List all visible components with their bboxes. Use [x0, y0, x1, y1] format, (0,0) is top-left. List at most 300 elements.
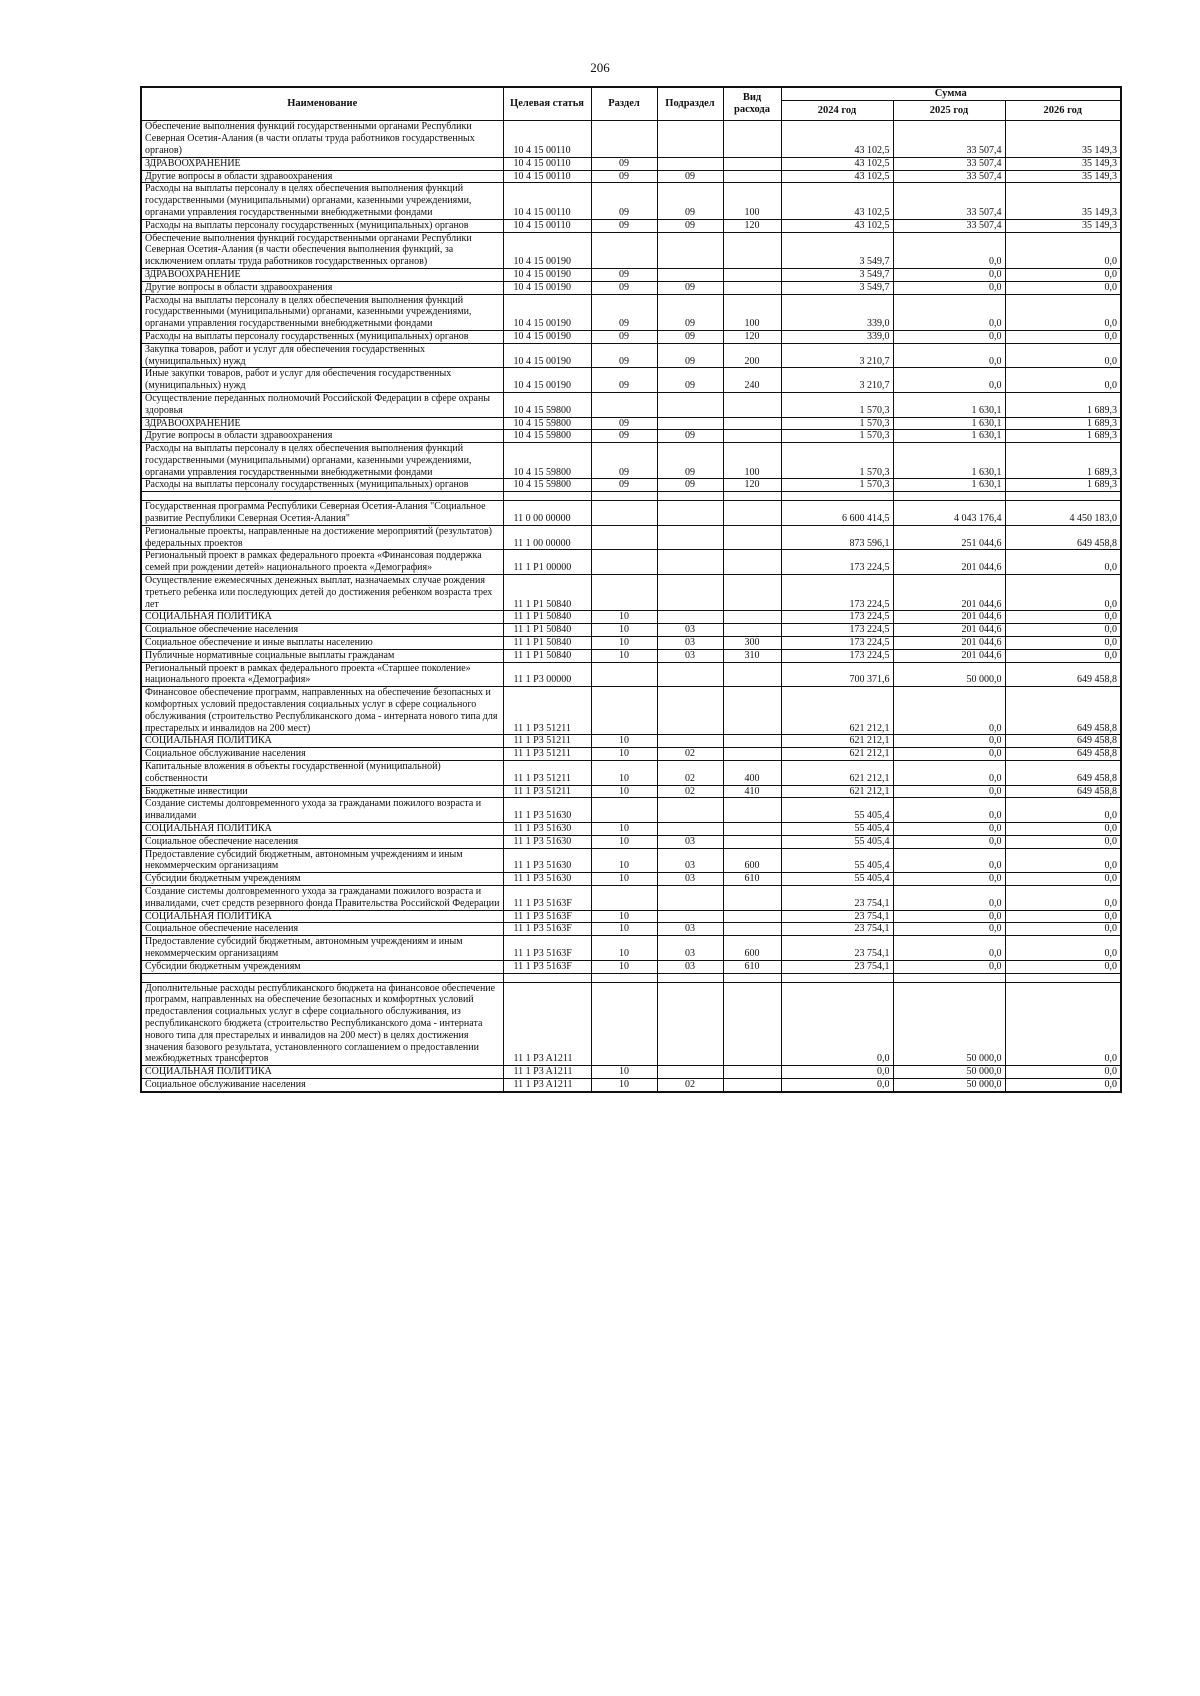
table-row — [141, 960, 1121, 973]
row-amount-2024: 173 224,5 — [781, 637, 893, 650]
row-name: Социальное обеспечение населения — [141, 923, 503, 936]
row-target-article: 10 4 15 00190 — [503, 368, 591, 393]
row-subsection — [657, 417, 723, 430]
row-subsection — [657, 735, 723, 748]
row-target-article: 11 1 P1 00000 — [503, 550, 591, 575]
row-section: 09 — [591, 294, 657, 330]
row-subsection: 09 — [657, 430, 723, 443]
row-subsection — [657, 910, 723, 923]
row-amount-2026: 0,0 — [1005, 923, 1121, 936]
row-amount-2025: 50 000,0 — [893, 1078, 1005, 1091]
header-name: Наименование — [141, 87, 503, 121]
row-amount-2026: 0,0 — [1005, 1078, 1121, 1091]
row-name: Бюджетные инвестиции — [141, 785, 503, 798]
row-name: Расходы на выплаты персоналу в целях обеспечения выполнения функций государственными (муниципальными) органами, казенными учреждениями, органами управления государственными внебюджетными фондами — [141, 183, 503, 219]
row-target-article: 11 1 P3 5163F — [503, 960, 591, 973]
table-row — [141, 430, 1121, 443]
row-expense-type — [723, 611, 781, 624]
header-year-2024: 2024 год — [781, 101, 893, 121]
table-row — [141, 368, 1121, 393]
row-amount-2025: 33 507,4 — [893, 157, 1005, 170]
row-amount-2024: 873 596,1 — [781, 525, 893, 550]
row-amount-2025: 1 630,1 — [893, 479, 1005, 492]
table-row — [141, 1066, 1121, 1079]
table-row — [141, 550, 1121, 575]
row-expense-type: 400 — [723, 761, 781, 786]
row-section: 10 — [591, 761, 657, 786]
row-subsection: 09 — [657, 281, 723, 294]
row-name: Обеспечение выполнения функций государственными органами Республики Северная Осетия-Алания (в части оплаты труда работников государственных органов) — [141, 121, 503, 157]
row-amount-2025: 0,0 — [893, 923, 1005, 936]
table-row — [141, 392, 1121, 417]
row-subsection: 09 — [657, 170, 723, 183]
row-amount-2024: 1 570,3 — [781, 443, 893, 479]
row-expense-type: 120 — [723, 330, 781, 343]
row-amount-2026: 0,0 — [1005, 343, 1121, 368]
table-row — [141, 835, 1121, 848]
row-expense-type — [723, 748, 781, 761]
row-subsection: 09 — [657, 183, 723, 219]
row-name: Региональные проекты, направленные на достижение мероприятий (результатов) федеральных проектов — [141, 525, 503, 550]
row-name: Субсидии бюджетным учреждениям — [141, 960, 503, 973]
row-amount-2025: 0,0 — [893, 343, 1005, 368]
row-expense-type — [723, 575, 781, 611]
row-subsection — [657, 575, 723, 611]
row-amount-2024: 621 212,1 — [781, 761, 893, 786]
row-section — [591, 798, 657, 823]
row-section: 10 — [591, 910, 657, 923]
table-row — [141, 662, 1121, 687]
row-amount-2025: 50 000,0 — [893, 662, 1005, 687]
row-target-article: 10 4 15 00190 — [503, 232, 591, 268]
row-name: Предоставление субсидий бюджетным, автономным учреждениям и иным некоммерческим организациям — [141, 936, 503, 961]
spacer-cell — [723, 492, 781, 501]
row-expense-type — [723, 430, 781, 443]
row-name: Социальное обеспечение населения — [141, 835, 503, 848]
row-amount-2026: 0,0 — [1005, 330, 1121, 343]
row-amount-2024: 43 102,5 — [781, 157, 893, 170]
row-section: 09 — [591, 368, 657, 393]
row-subsection: 02 — [657, 748, 723, 761]
table-row — [141, 121, 1121, 157]
table-row — [141, 170, 1121, 183]
table-row — [141, 1078, 1121, 1091]
row-name: Государственная программа Республики Северная Осетия-Алания "Социальное развитие Республики Северная Осетия-Алания" — [141, 501, 503, 526]
row-amount-2026: 0,0 — [1005, 281, 1121, 294]
row-section: 10 — [591, 960, 657, 973]
row-amount-2025: 201 044,6 — [893, 611, 1005, 624]
row-amount-2024: 43 102,5 — [781, 121, 893, 157]
row-subsection: 09 — [657, 479, 723, 492]
row-section: 10 — [591, 649, 657, 662]
row-expense-type — [723, 501, 781, 526]
row-target-article: 11 1 P3 A1211 — [503, 982, 591, 1066]
row-amount-2026: 0,0 — [1005, 368, 1121, 393]
row-section: 10 — [591, 848, 657, 873]
row-target-article: 10 4 15 59800 — [503, 443, 591, 479]
row-target-article: 11 1 P1 50840 — [503, 575, 591, 611]
row-amount-2025: 0,0 — [893, 232, 1005, 268]
row-amount-2026: 0,0 — [1005, 1066, 1121, 1079]
row-expense-type — [723, 417, 781, 430]
row-amount-2025: 0,0 — [893, 281, 1005, 294]
row-section — [591, 550, 657, 575]
row-amount-2024: 621 212,1 — [781, 785, 893, 798]
row-amount-2024: 43 102,5 — [781, 170, 893, 183]
row-amount-2024: 3 210,7 — [781, 343, 893, 368]
row-section — [591, 662, 657, 687]
row-target-article: 11 1 P3 00000 — [503, 662, 591, 687]
row-name: Предоставление субсидий бюджетным, автономным учреждениям и иным некоммерческим организациям — [141, 848, 503, 873]
row-amount-2026: 1 689,3 — [1005, 392, 1121, 417]
row-target-article: 11 1 P1 50840 — [503, 611, 591, 624]
row-amount-2024: 23 754,1 — [781, 923, 893, 936]
row-amount-2024: 1 570,3 — [781, 392, 893, 417]
row-subsection — [657, 687, 723, 735]
row-amount-2024: 23 754,1 — [781, 960, 893, 973]
row-subsection — [657, 823, 723, 836]
spacer-cell — [1005, 973, 1121, 982]
table-row — [141, 785, 1121, 798]
row-target-article: 11 1 P3 51211 — [503, 687, 591, 735]
row-amount-2025: 0,0 — [893, 960, 1005, 973]
row-name: Расходы на выплаты персоналу государственных (муниципальных) органов — [141, 330, 503, 343]
row-section: 09 — [591, 219, 657, 232]
table-body — [141, 121, 1121, 1092]
row-amount-2026: 35 149,3 — [1005, 219, 1121, 232]
row-section — [591, 121, 657, 157]
row-subsection — [657, 392, 723, 417]
row-section: 09 — [591, 170, 657, 183]
row-expense-type — [723, 798, 781, 823]
spacer-cell — [591, 492, 657, 501]
row-subsection: 03 — [657, 960, 723, 973]
row-amount-2025: 0,0 — [893, 798, 1005, 823]
row-amount-2025: 1 630,1 — [893, 430, 1005, 443]
row-expense-type: 100 — [723, 294, 781, 330]
row-amount-2024: 621 212,1 — [781, 748, 893, 761]
row-name: Иные закупки товаров, работ и услуг для обеспечения государственных (муниципальных) нужд — [141, 368, 503, 393]
spacer-cell — [1005, 492, 1121, 501]
row-name: Расходы на выплаты персоналу в целях обеспечения выполнения функций государственными (муниципальными) органами, казенными учреждениями, органами управления государственными внебюджетными фондами — [141, 294, 503, 330]
spacer-cell — [503, 492, 591, 501]
spacer-cell — [781, 973, 893, 982]
row-target-article: 10 4 15 00110 — [503, 170, 591, 183]
row-amount-2025: 0,0 — [893, 835, 1005, 848]
row-amount-2025: 0,0 — [893, 368, 1005, 393]
spacer-cell — [657, 973, 723, 982]
row-amount-2026: 1 689,3 — [1005, 417, 1121, 430]
row-section — [591, 525, 657, 550]
row-expense-type — [723, 923, 781, 936]
row-amount-2024: 173 224,5 — [781, 550, 893, 575]
row-target-article: 10 4 15 00110 — [503, 157, 591, 170]
row-subsection: 02 — [657, 1078, 723, 1091]
row-expense-type — [723, 1066, 781, 1079]
row-expense-type — [723, 232, 781, 268]
row-subsection: 03 — [657, 649, 723, 662]
row-expense-type: 200 — [723, 343, 781, 368]
row-name: СОЦИАЛЬНАЯ ПОЛИТИКА — [141, 735, 503, 748]
row-expense-type: 410 — [723, 785, 781, 798]
row-target-article: 11 1 P3 5163F — [503, 923, 591, 936]
spacer-cell — [781, 492, 893, 501]
row-section: 10 — [591, 637, 657, 650]
row-amount-2024: 23 754,1 — [781, 885, 893, 910]
row-amount-2026: 35 149,3 — [1005, 170, 1121, 183]
row-subsection: 03 — [657, 835, 723, 848]
row-amount-2025: 33 507,4 — [893, 219, 1005, 232]
row-target-article: 10 4 15 59800 — [503, 392, 591, 417]
table-row — [141, 637, 1121, 650]
row-section: 09 — [591, 183, 657, 219]
row-amount-2026: 0,0 — [1005, 982, 1121, 1066]
table-row — [141, 443, 1121, 479]
row-amount-2026: 0,0 — [1005, 885, 1121, 910]
row-amount-2026: 0,0 — [1005, 649, 1121, 662]
row-section: 10 — [591, 624, 657, 637]
row-amount-2026: 0,0 — [1005, 624, 1121, 637]
row-name: Социальное обеспечение населения — [141, 624, 503, 637]
row-target-article: 11 1 P3 51211 — [503, 735, 591, 748]
row-expense-type: 240 — [723, 368, 781, 393]
row-name: Расходы на выплаты персоналу в целях обеспечения выполнения функций государственными (муниципальными) органами, казенными учреждениями, органами управления государственными внебюджетными фондами — [141, 443, 503, 479]
row-section: 10 — [591, 1066, 657, 1079]
row-amount-2024: 0,0 — [781, 982, 893, 1066]
row-amount-2025: 0,0 — [893, 748, 1005, 761]
table-row — [141, 873, 1121, 886]
row-amount-2026: 0,0 — [1005, 936, 1121, 961]
row-expense-type — [723, 687, 781, 735]
row-amount-2024: 55 405,4 — [781, 835, 893, 848]
row-name: Социальное обслуживание населения — [141, 1078, 503, 1091]
row-name: Капитальные вложения в объекты государственной (муниципальной) собственности — [141, 761, 503, 786]
row-amount-2025: 0,0 — [893, 761, 1005, 786]
row-name: Закупка товаров, работ и услуг для обеспечения государственных (муниципальных) нужд — [141, 343, 503, 368]
row-amount-2024: 173 224,5 — [781, 649, 893, 662]
table-row — [141, 735, 1121, 748]
row-amount-2024: 55 405,4 — [781, 823, 893, 836]
row-section — [591, 575, 657, 611]
row-subsection: 03 — [657, 848, 723, 873]
row-target-article: 11 1 P3 51630 — [503, 835, 591, 848]
row-expense-type: 610 — [723, 960, 781, 973]
row-target-article: 10 4 15 00190 — [503, 330, 591, 343]
table-row — [141, 232, 1121, 268]
row-amount-2026: 649 458,8 — [1005, 735, 1121, 748]
row-subsection — [657, 501, 723, 526]
spacer-cell — [141, 973, 503, 982]
row-amount-2024: 43 102,5 — [781, 219, 893, 232]
row-section: 09 — [591, 417, 657, 430]
row-name: СОЦИАЛЬНАЯ ПОЛИТИКА — [141, 1066, 503, 1079]
row-amount-2024: 23 754,1 — [781, 936, 893, 961]
row-amount-2025: 33 507,4 — [893, 170, 1005, 183]
row-amount-2025: 1 630,1 — [893, 443, 1005, 479]
table-row — [141, 343, 1121, 368]
table-row — [141, 923, 1121, 936]
row-name: Обеспечение выполнения функций государственными органами Республики Северная Осетия-Алания (в части обеспечения выполнения функций, за исключением оплаты труда работников государственных органов) — [141, 232, 503, 268]
row-section: 10 — [591, 936, 657, 961]
row-amount-2025: 0,0 — [893, 785, 1005, 798]
row-target-article: 11 1 P3 51630 — [503, 823, 591, 836]
row-amount-2025: 0,0 — [893, 873, 1005, 886]
table-row — [141, 330, 1121, 343]
row-amount-2025: 0,0 — [893, 687, 1005, 735]
row-subsection — [657, 157, 723, 170]
row-expense-type — [723, 170, 781, 183]
header-subsection: Подраздел — [657, 87, 723, 121]
table-row — [141, 848, 1121, 873]
row-amount-2024: 3 549,7 — [781, 268, 893, 281]
row-subsection — [657, 662, 723, 687]
row-target-article: 10 4 15 00110 — [503, 121, 591, 157]
header-section: Раздел — [591, 87, 657, 121]
row-expense-type — [723, 392, 781, 417]
row-name: Социальное обслуживание населения — [141, 748, 503, 761]
row-amount-2024: 55 405,4 — [781, 848, 893, 873]
row-amount-2026: 649 458,8 — [1005, 748, 1121, 761]
row-target-article: 11 1 P3 5163F — [503, 936, 591, 961]
row-amount-2026: 0,0 — [1005, 835, 1121, 848]
row-section: 10 — [591, 1078, 657, 1091]
row-amount-2024: 700 371,6 — [781, 662, 893, 687]
table-row — [141, 294, 1121, 330]
row-amount-2026: 649 458,8 — [1005, 525, 1121, 550]
row-section — [591, 232, 657, 268]
row-amount-2024: 43 102,5 — [781, 183, 893, 219]
table-row — [141, 417, 1121, 430]
row-amount-2025: 33 507,4 — [893, 183, 1005, 219]
table-row — [141, 525, 1121, 550]
spacer-cell — [141, 492, 503, 501]
table-row — [141, 575, 1121, 611]
row-target-article: 10 4 15 00190 — [503, 268, 591, 281]
row-subsection: 09 — [657, 330, 723, 343]
row-amount-2025: 0,0 — [893, 330, 1005, 343]
row-name: Создание системы долговременного ухода за гражданами пожилого возраста и инвалидами, счет средств резервного фонда Правительства Российской Федерации — [141, 885, 503, 910]
row-name: СОЦИАЛЬНАЯ ПОЛИТИКА — [141, 823, 503, 836]
row-amount-2024: 1 570,3 — [781, 479, 893, 492]
row-amount-2026: 0,0 — [1005, 910, 1121, 923]
row-amount-2026: 0,0 — [1005, 294, 1121, 330]
row-amount-2026: 0,0 — [1005, 611, 1121, 624]
row-target-article: 11 1 P3 51630 — [503, 873, 591, 886]
row-section — [591, 687, 657, 735]
row-subsection: 03 — [657, 873, 723, 886]
row-expense-type: 600 — [723, 936, 781, 961]
row-amount-2025: 251 044,6 — [893, 525, 1005, 550]
row-expense-type — [723, 525, 781, 550]
row-amount-2026: 0,0 — [1005, 960, 1121, 973]
row-subsection: 03 — [657, 923, 723, 936]
row-name: Другие вопросы в области здравоохранения — [141, 281, 503, 294]
spacer-cell — [591, 973, 657, 982]
row-amount-2026: 35 149,3 — [1005, 121, 1121, 157]
row-amount-2024: 173 224,5 — [781, 624, 893, 637]
row-target-article: 11 1 P3 5163F — [503, 885, 591, 910]
row-expense-type — [723, 281, 781, 294]
row-subsection: 02 — [657, 761, 723, 786]
row-subsection — [657, 121, 723, 157]
row-section: 09 — [591, 281, 657, 294]
row-amount-2024: 3 549,7 — [781, 281, 893, 294]
row-amount-2025: 0,0 — [893, 936, 1005, 961]
row-target-article: 10 4 15 59800 — [503, 430, 591, 443]
row-subsection: 09 — [657, 343, 723, 368]
budget-table — [140, 86, 1122, 1093]
table-row — [141, 479, 1121, 492]
row-section: 09 — [591, 157, 657, 170]
row-expense-type: 600 — [723, 848, 781, 873]
row-name: Социальное обеспечение и иные выплаты населению — [141, 637, 503, 650]
row-amount-2024: 55 405,4 — [781, 798, 893, 823]
table-header — [141, 87, 1121, 121]
row-amount-2024: 0,0 — [781, 1078, 893, 1091]
table-row — [141, 748, 1121, 761]
spacer-cell — [657, 492, 723, 501]
row-subsection: 09 — [657, 219, 723, 232]
spacer-row — [141, 973, 1121, 982]
row-amount-2025: 201 044,6 — [893, 624, 1005, 637]
row-expense-type — [723, 550, 781, 575]
row-expense-type: 120 — [723, 219, 781, 232]
table-row — [141, 982, 1121, 1066]
row-expense-type: 100 — [723, 443, 781, 479]
row-section: 10 — [591, 835, 657, 848]
row-target-article: 10 4 15 00110 — [503, 219, 591, 232]
row-amount-2025: 201 044,6 — [893, 637, 1005, 650]
row-subsection: 09 — [657, 294, 723, 330]
row-subsection — [657, 232, 723, 268]
row-expense-type — [723, 910, 781, 923]
row-expense-type — [723, 1078, 781, 1091]
row-amount-2026: 0,0 — [1005, 550, 1121, 575]
row-amount-2026: 1 689,3 — [1005, 443, 1121, 479]
row-target-article: 11 1 P3 A1211 — [503, 1066, 591, 1079]
row-name: Осуществление ежемесячных денежных выплат, назначаемых случае рождения третьего ребенка или последующих детей до достижения ребенком возраста трех лет — [141, 575, 503, 611]
table-row — [141, 268, 1121, 281]
row-target-article: 11 1 P3 51211 — [503, 785, 591, 798]
row-amount-2026: 0,0 — [1005, 873, 1121, 886]
row-expense-type — [723, 823, 781, 836]
row-target-article: 11 1 P3 51211 — [503, 748, 591, 761]
table-row — [141, 761, 1121, 786]
row-name: Региональный проект в рамках федерального проекта «Старшее поколение» национального проекта «Демография» — [141, 662, 503, 687]
row-amount-2025: 0,0 — [893, 885, 1005, 910]
row-target-article: 11 1 00 00000 — [503, 525, 591, 550]
row-name: Дополнительные расходы республиканского бюджета на финансовое обеспечение программ, направленных на обеспечение безопасных и комфортных условий предоставления социальных услуг в сфере социального обслуживания, из республиканского бюджета (строительство Республиканского дома - интерната нового типа для престарелых и инвалидов на 200 мест) в целях достижения значения базового результата, установленного соглашением о предоставлении межбюджетных трансфертов — [141, 982, 503, 1066]
table-row — [141, 183, 1121, 219]
row-target-article: 10 4 15 00190 — [503, 294, 591, 330]
row-subsection — [657, 798, 723, 823]
row-section: 10 — [591, 873, 657, 886]
row-amount-2025: 0,0 — [893, 268, 1005, 281]
row-expense-type — [723, 735, 781, 748]
row-amount-2025: 1 630,1 — [893, 417, 1005, 430]
row-expense-type — [723, 662, 781, 687]
row-amount-2026: 0,0 — [1005, 798, 1121, 823]
row-expense-type — [723, 835, 781, 848]
row-target-article: 10 4 15 00110 — [503, 183, 591, 219]
row-amount-2024: 55 405,4 — [781, 873, 893, 886]
row-amount-2026: 649 458,8 — [1005, 761, 1121, 786]
row-section: 10 — [591, 823, 657, 836]
header-expense-type: Вид расхода — [723, 87, 781, 121]
row-name: Расходы на выплаты персоналу государственных (муниципальных) органов — [141, 479, 503, 492]
row-expense-type — [723, 157, 781, 170]
row-amount-2024: 3 549,7 — [781, 232, 893, 268]
